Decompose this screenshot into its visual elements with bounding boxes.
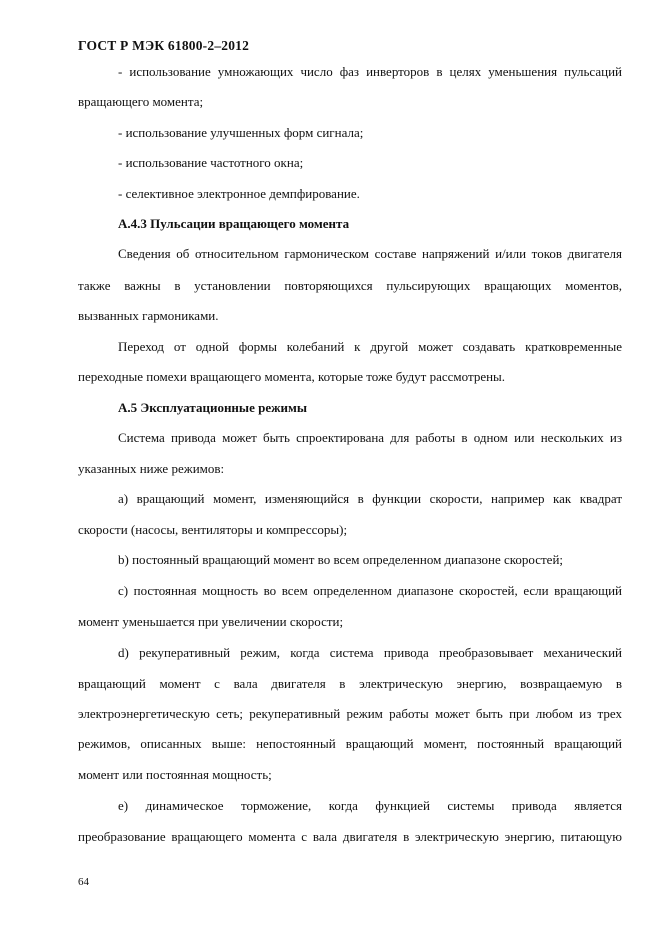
section-heading: А.5 Эксплуатационные режимы [118,400,308,415]
text-line: Система привода может быть спроектирована для работы в одном или нескольких из [118,430,622,445]
text-line: вращающего момента; [78,94,204,109]
text-line: - использование частотного окна; [118,155,304,170]
text-line: электроэнергетическую сеть; рекуперативный режим работы может быть при любом из трех [78,706,622,721]
text-line: - селективное электронное демпфирование. [118,186,360,201]
text-line: указанных ниже режимов: [78,461,225,476]
text-line: момент уменьшается при увеличении скорости; [78,614,344,629]
text-line: d) рекуперативный режим, когда система привода преобразовывает механический [118,645,622,660]
text-line: Сведения об относительном гармоническом составе напряжений и/или токов двигателя [118,246,622,261]
text-line: также важны в установлении повторяющихся пульсирующих вращающих моментов, [78,278,622,293]
text-line: вызванных гармониками. [78,308,219,323]
section-heading: А.4.3 Пульсации вращающего момента [118,216,350,231]
text-line: момент или постоянная мощность; [78,767,272,782]
text-line: Переход от одной формы колебаний к другой может создавать кратковременные [118,339,622,354]
page-number: 64 [78,876,89,888]
text-line: c) постоянная мощность во всем определенном диапазоне скоростей, если вращающий [118,583,622,598]
text-line: - использование умножающих число фаз инверторов в целях уменьшения пульсаций [118,64,622,79]
text-line: режимов, описанных выше: непостоянный вращающий момент, постоянный вращающий [78,736,622,751]
text-line: - использование улучшенных форм сигнала; [118,125,364,140]
text-line: преобразование вращающего момента с вала двигателя в электрическую энергию, питающую [78,829,622,844]
text-line: скорости (насосы, вентиляторы и компрессоры); [78,522,348,537]
text-line: b) постоянный вращающий момент во всем определенном диапазоне скоростей; [118,552,564,567]
text-line: e) динамическое торможение, когда функцией системы привода является [118,798,622,813]
text-line: вращающий момент с вала двигателя в электрическую энергию, возвращаемую в [78,676,622,691]
text-line: a) вращающий момент, изменяющийся в функции скорости, например как квадрат [118,491,622,506]
text-line: переходные помехи вращающего момента, которые тоже будут рассмотрены. [78,369,506,384]
document-header: ГОСТ Р МЭК 61800-2–2012 [78,38,250,53]
